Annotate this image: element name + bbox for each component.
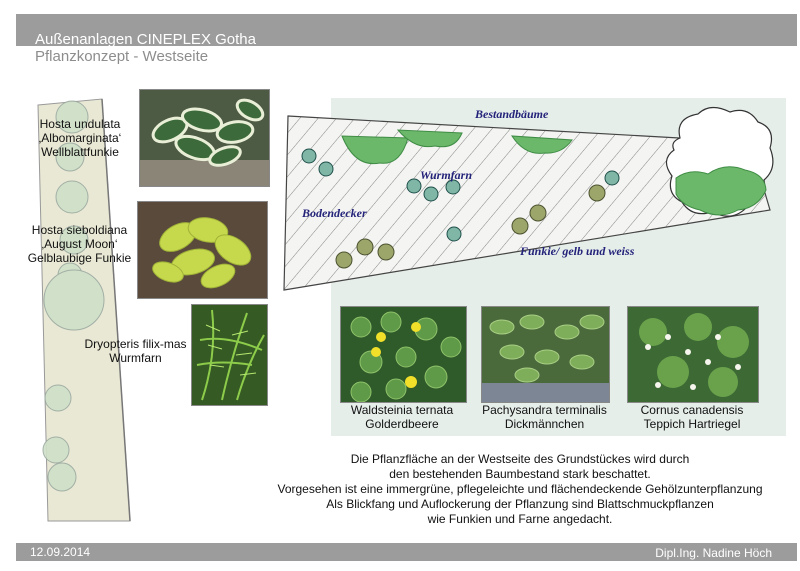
- description-text: [240, 452, 800, 527]
- label-bestandbaeume: Bestandbäume: [475, 107, 549, 121]
- description-line: wie Funkien und Farne angedacht.: [427, 512, 613, 526]
- label-funkie: Funkie/ gelb und weiss: [520, 244, 635, 258]
- description-line: Vorgesehen ist eine immergrüne, pflegeleichte und flächendeckende Gehölzunterpflanzung: [277, 482, 763, 496]
- label-bodendecker: Bodendecker: [302, 206, 367, 220]
- west-strip-plan: [30, 95, 140, 525]
- planting-plan: [280, 98, 786, 298]
- plant-cultivar: ‚Albomarginata‘: [38, 131, 122, 145]
- footer-date: 12.09.2014: [30, 545, 91, 559]
- caption-cornus: [622, 403, 762, 431]
- description-line: Als Blickfang und Auflockerung der Pflanzung sind Blattschmuckpflanzen: [326, 497, 714, 511]
- photo-dryopteris: [191, 304, 268, 406]
- description-line: Die Pflanzfläche an der Westseite des Grundstückes wird durch: [350, 452, 690, 466]
- caption-latin: Waldsteinia ternata: [350, 403, 454, 417]
- plant-common: Wurmfarn: [109, 351, 162, 365]
- caption-waldsteinia: [332, 403, 472, 431]
- label-wurmfarn: Wurmfarn: [420, 168, 473, 182]
- plant-latin: Hosta undulata: [39, 117, 121, 131]
- description-line: den bestehenden Baumbestand stark beschattet.: [389, 467, 651, 481]
- plant-common: Gelblaubige Funkie: [27, 251, 132, 265]
- plant-latin: Hosta sieboldiana: [31, 223, 128, 237]
- plant-label-dryopteris: [78, 337, 193, 365]
- photo-hosta-undulata: [139, 89, 270, 187]
- photo-waldsteinia: [340, 306, 467, 403]
- caption-common: Golderdbeere: [365, 417, 439, 431]
- page-subtitle: Pflanzkonzept - Westseite: [35, 48, 209, 65]
- plant-cultivar: ‚August Moon‘: [41, 237, 118, 251]
- page-title: Außenanlagen CINEPLEX Gotha: [35, 31, 256, 48]
- caption-common: Teppich Hartriegel: [643, 417, 741, 431]
- caption-pachysandra: [472, 403, 617, 431]
- caption-common: Dickmännchen: [504, 417, 585, 431]
- photo-pachysandra: [481, 306, 610, 403]
- caption-latin: Pachysandra terminalis: [482, 403, 607, 417]
- photo-cornus: [627, 306, 759, 403]
- photo-hosta-sieboldiana: [137, 201, 268, 299]
- plant-latin: Dryopteris filix-mas: [84, 337, 187, 351]
- footer-author: Dipl.Ing. Nadine Höch: [655, 546, 772, 560]
- plant-label-hosta-undulata: [25, 117, 135, 159]
- caption-latin: Cornus canadensis: [640, 403, 744, 417]
- plant-common: Wellblattfunkie: [41, 145, 119, 159]
- plant-label-hosta-sieboldiana: [22, 223, 137, 265]
